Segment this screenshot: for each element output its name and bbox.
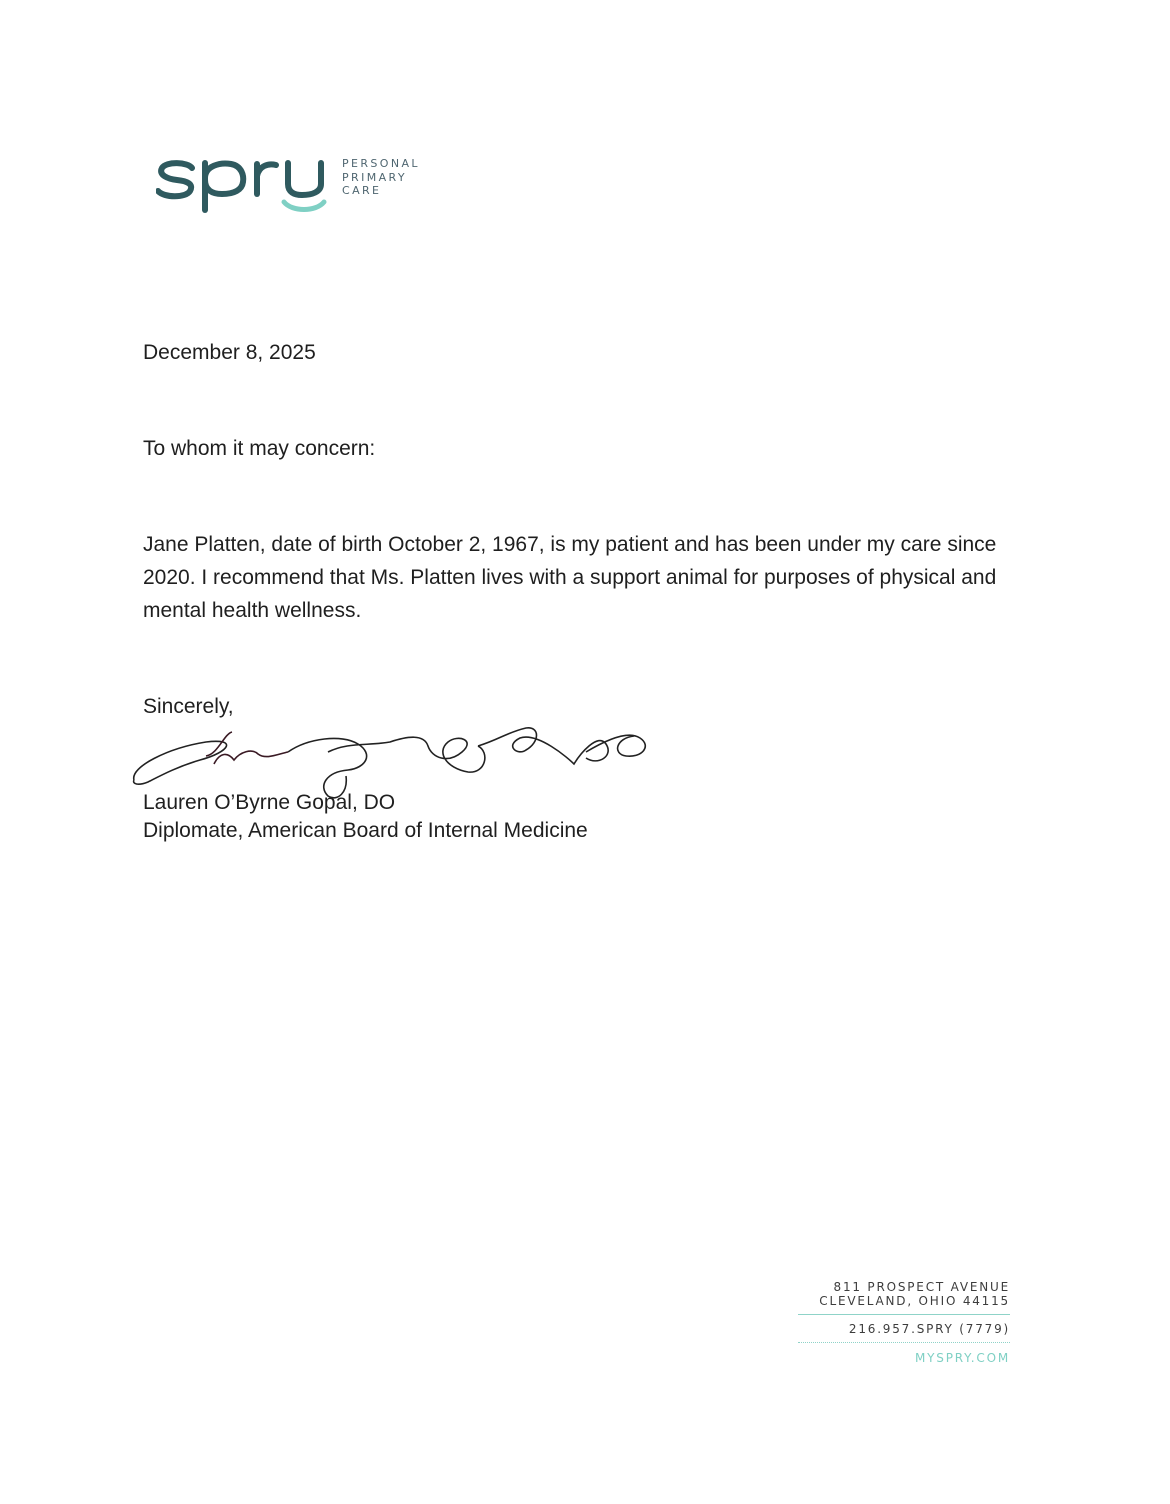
footer-address-line: CLEVELAND, OHIO 44115 <box>819 1294 1010 1308</box>
spry-logo <box>156 148 456 228</box>
footer-address-line: 811 PROSPECT AVENUE <box>833 1280 1010 1294</box>
footer-divider <box>798 1342 1010 1344</box>
spry-wordmark-graphic <box>156 148 336 220</box>
letter-body: Jane Platten, date of birth October 2, 1967, is my patient and has been under my care since 2020. I recommend that Ms. Platten lives with a support animal for purposes of physical and mental health wellness. <box>143 533 997 622</box>
letter-date: December 8, 2025 <box>143 341 316 364</box>
footer-phone: 216.957.SPRY (7779) <box>848 1322 1010 1336</box>
signer-name: Lauren O’Byrne Gopal, DO <box>143 791 396 814</box>
tagline-line: PERSONAL <box>342 157 420 170</box>
letter-closing: Sincerely, <box>143 695 234 718</box>
tagline-line: PRIMARY <box>342 170 407 184</box>
letter-salutation: To whom it may concern: <box>143 437 376 460</box>
footer-website: MYSPRY.COM <box>915 1351 1010 1365</box>
logo-tagline <box>342 157 420 198</box>
signer-title: Diplomate, American Board of Internal Medicine <box>143 819 588 842</box>
footer-divider <box>798 1314 1010 1315</box>
tagline-line: CARE <box>342 184 382 197</box>
footer-contact <box>798 1280 1010 1365</box>
